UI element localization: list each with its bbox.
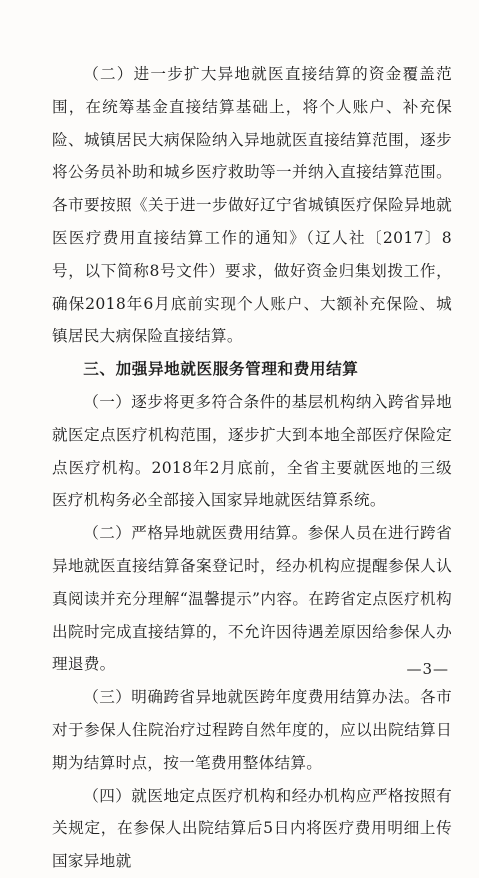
section-heading-3: 三、加强异地就医服务管理和费用结算 xyxy=(83,360,359,379)
page-number: —3— xyxy=(406,660,449,678)
paragraph-strict-settlement: （二）严格异地就医费用结算。参保人员在进行跨省异地就医直接结算备案登记时，经办机构应提醒参保人认真阅读并充分理解“温馨提示”内容。在跨省定点医疗机构出院时完成直接结算的，不允许因待遇差原因给参保人办理退费。 xyxy=(52,524,452,674)
paragraph-expand-fund-coverage: （二）进一步扩大异地就医直接结算的资金覆盖范围，在统筹基金直接结算基础上，将个人账户、补充保险、城镇居民大病保险纳入异地就医直接结算范围，逐步将公务员补助和城乡医疗救助等一并纳入直接结算范围。各市要按照《关于进一步做好辽宁省城镇医疗保险异地就医医疗费用直接结算工作的通知》（辽人社〔2017〕8号，以下简称8号文件）要求，做好资金归集划拨工作，确保2018年6月底前实现个人账户、大额补充保险、城镇居民大病保险直接结算。 xyxy=(52,65,452,346)
paragraph-cross-year-settlement: （三）明确跨省异地就医跨年度费用结算办法。各市对于参保人住院治疗过程跨自然年度的，应以出院结算日期为结算时点，按一笔费用整体结算。 xyxy=(52,688,452,772)
document-body xyxy=(52,58,452,878)
paragraph-designated-institutions: （一）逐步将更多符合条件的基层机构纳入跨省异地就医定点医疗机构范围，逐步扩大到本地全部医疗保险定点医疗机构。2018年2月底前，全省主要就医地的三级医疗机构务必全部接入国家异地就医结算系统。 xyxy=(52,392,452,510)
paragraph-upload-details: （四）就医地定点医疗机构和经办机构应严格按照有关规定，在参保人出院结算后5日内将医疗费用明细上传国家异地就 xyxy=(52,786,452,871)
